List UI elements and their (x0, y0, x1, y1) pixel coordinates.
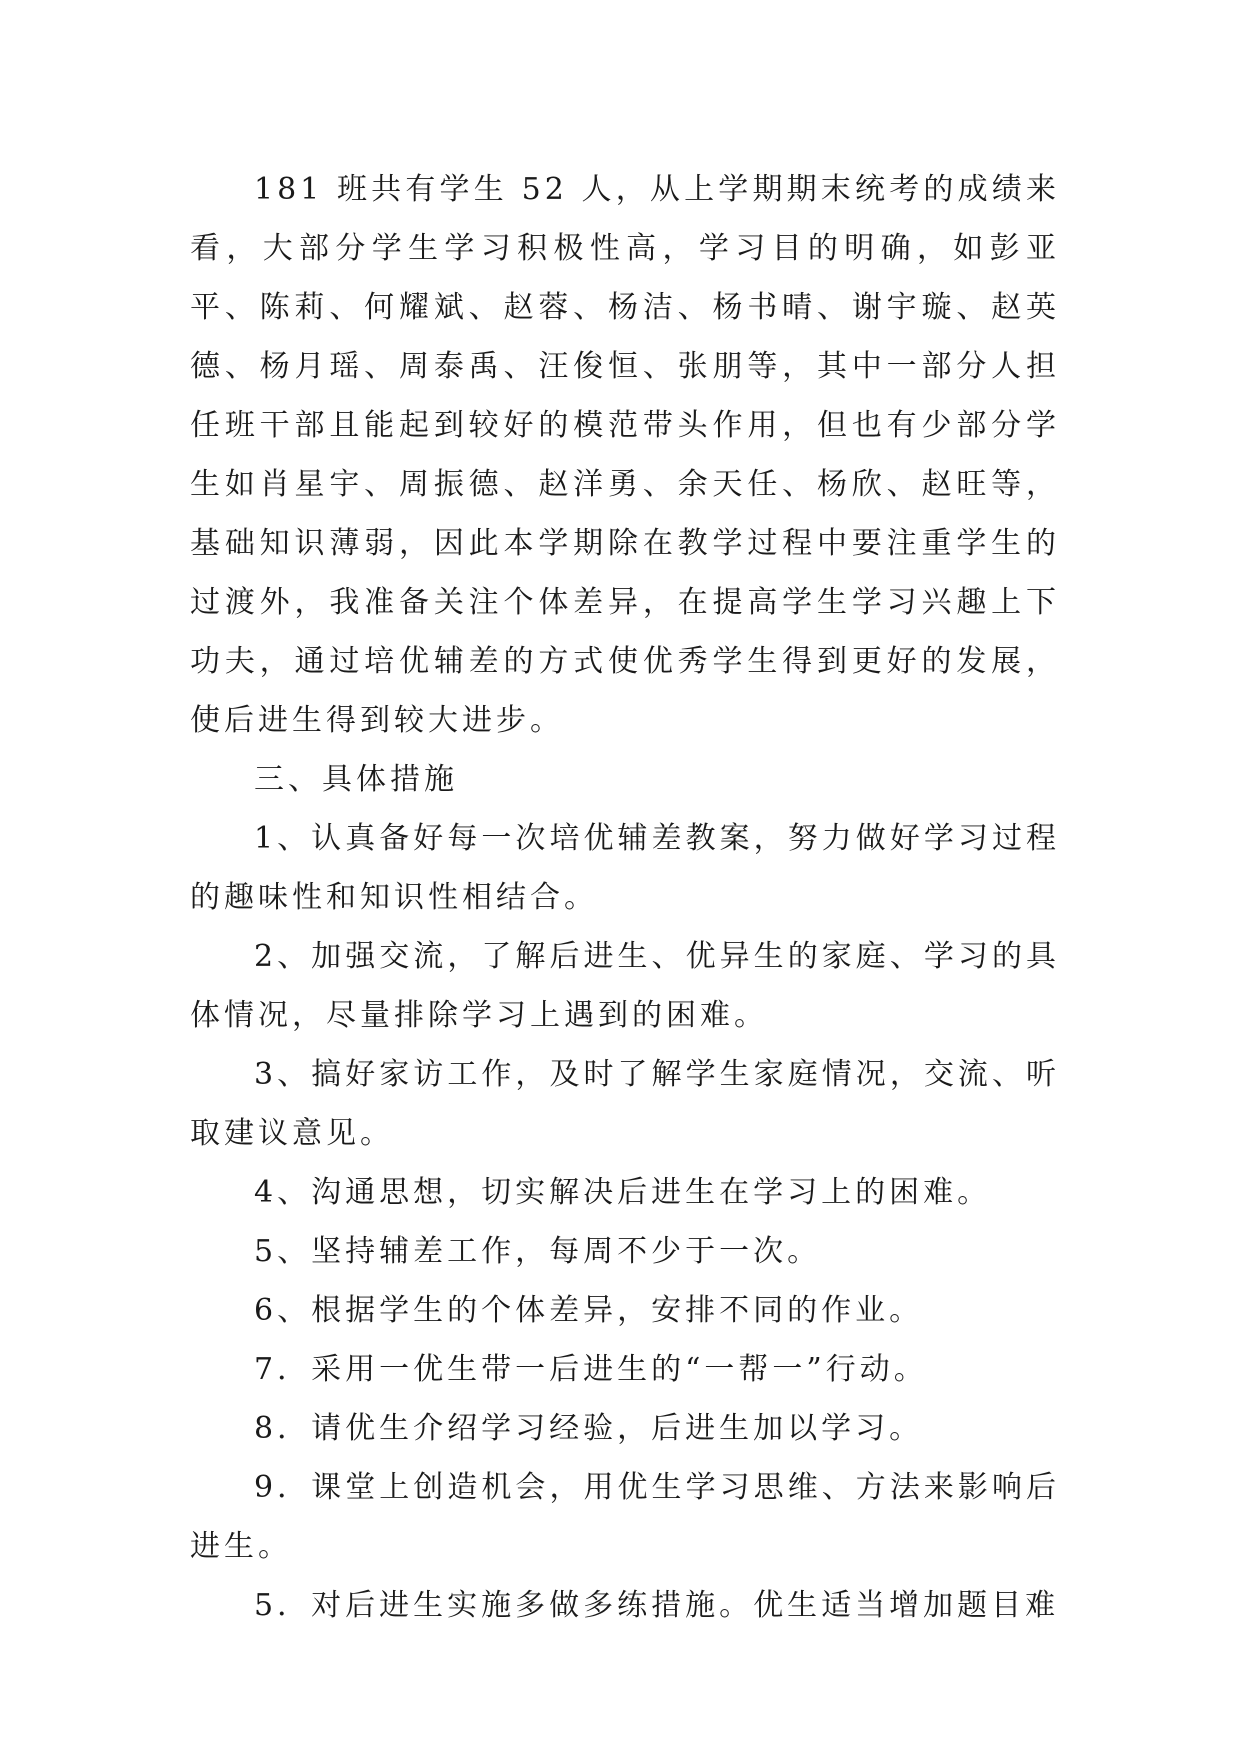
document-body (190, 160, 1060, 1635)
intro-paragraph: 181 班共有学生 52 人，从上学期期末统考的成绩来看，大部分学生学习积极性高，学习目的明确，如彭亚平、陈莉、何耀斌、赵蓉、杨洁、杨书晴、谢宇璇、赵英德、杨月瑶、周泰禹、汪俊恒、张朋等，其中一部分人担任班干部且能起到较好的模范带头作用，但也有少部分学生如肖星宇、周振德、赵洋勇、余天任、杨欣、赵旺等，基础知识薄弱，因此本学期除在教学过程中要注重学生的过渡外，我准备关注个体差异，在提高学生学习兴趣上下功夫，通过培优辅差的方式使优秀学生得到更好的发展，使后进生得到较大进步。 (190, 172, 1060, 738)
measure-item-9: 9．课堂上创造机会，用优生学习思维、方法来影响后进生。 (190, 1470, 1060, 1564)
section-heading: 三、具体措施 (254, 762, 458, 797)
measure-item-2: 2、加强交流，了解后进生、优异生的家庭、学习的具体情况，尽量排除学习上遇到的困难。 (190, 939, 1060, 1033)
measure-item-6: 6、根据学生的个体差异，安排不同的作业。 (254, 1293, 924, 1328)
measure-item-4: 4、沟通思想，切实解决后进生在学习上的困难。 (254, 1175, 992, 1210)
measure-item-5: 5、坚持辅差工作，每周不少于一次。 (254, 1234, 822, 1269)
measure-item-1: 1、认真备好每一次培优辅差教案，努力做好学习过程的趣味性和知识性相结合。 (190, 821, 1060, 915)
measure-item-8: 8．请优生介绍学习经验，后进生加以学习。 (254, 1411, 924, 1446)
measure-item-7: 7．采用一优生带一后进生的“一帮一”行动。 (254, 1352, 928, 1387)
measure-item-10: 5．对后进生实施多做多练措施。优生适当增加题目难 (254, 1588, 1060, 1623)
measure-item-3: 3、搞好家访工作，及时了解学生家庭情况，交流、听取建议意见。 (190, 1057, 1060, 1151)
